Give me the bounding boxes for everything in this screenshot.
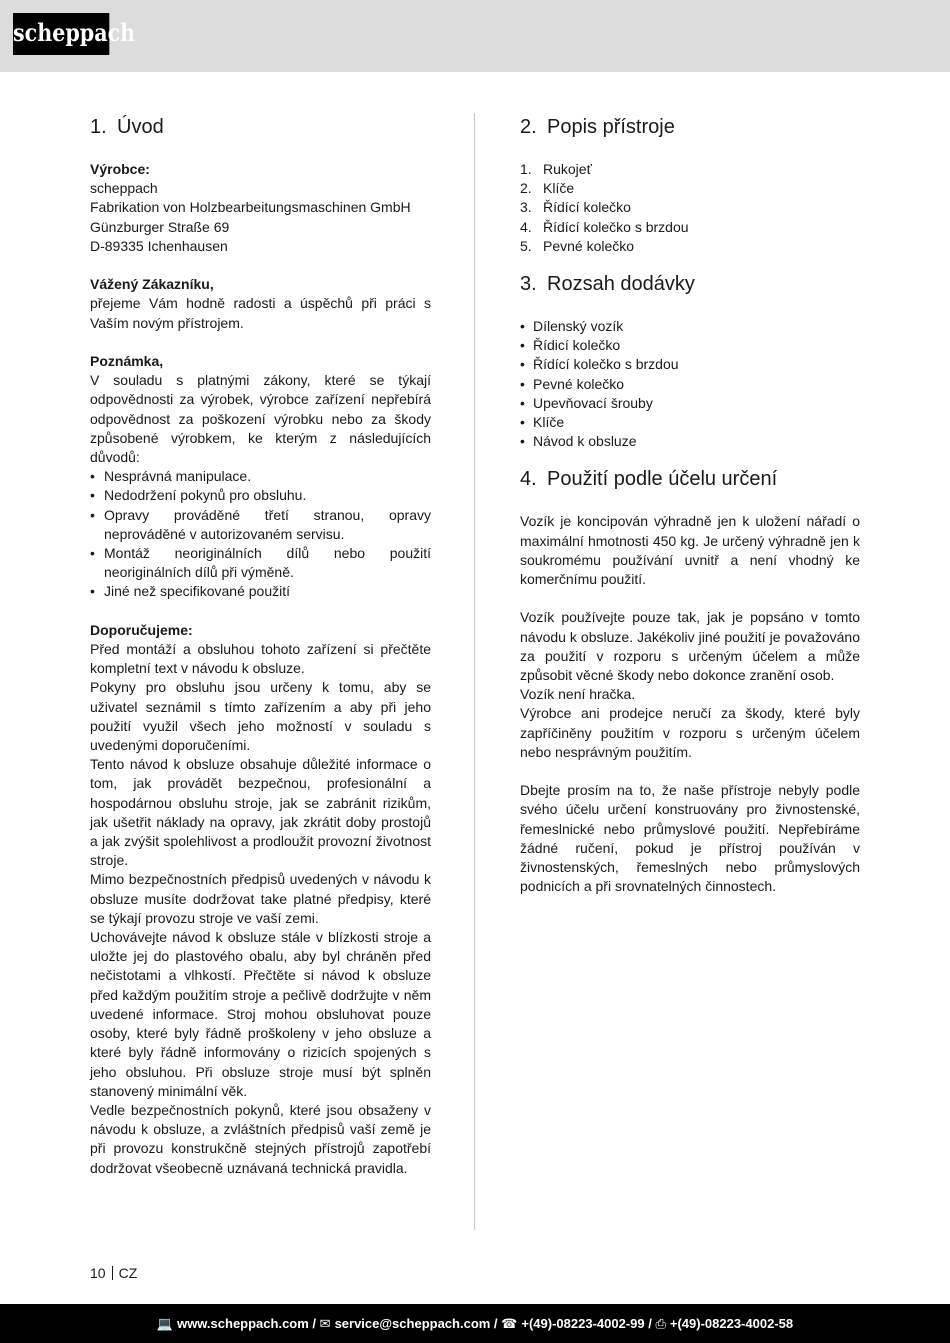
section-number: 2. [520, 116, 537, 138]
page-number-value: 10 [90, 1265, 106, 1281]
fax-icon: ⎙ [655, 1316, 666, 1331]
paragraph: Vozík je koncipován výhradně jen k uložení nářadí o maximální hmotnosti 450 kg. Je určený výhradně jen k soukromému používání uvnitř a není vhodný ke komerčnímu použití. [520, 513, 860, 588]
paragraph: Uchovávejte návod k obsluze stále v blízkosti stroje a uložte jej do plastového obalu, aby byl chráněn před nečistotami a vlhkostí. Přečtěte si návod k obsluze před každým použitím stroje a pečlivě dodržujte v něm uvedené informace. Stroj mohou obsluhovat pouze osoby, které byly řádně proškoleny v jeho obsluze a které byly řádně informovány o rizicích spojených s jeho obsluhou. Při obsluze stroje musí být splněn stanovený minimální věk. [90, 929, 431, 1099]
section-title: Použití podle účelu určení [547, 468, 778, 491]
maker-line: scheppach [90, 180, 158, 197]
phone-icon: ☎ [501, 1316, 518, 1331]
list-item: • Klíče [520, 413, 860, 432]
parts-list [520, 160, 860, 256]
dear-customer-heading: Vážený Zákazníku, [90, 276, 214, 293]
dear-customer-text: přejeme Vám hodně radosti a úspěchů při práci s Vaším novým přístrojem. [90, 295, 431, 331]
list-item: • Dílenský vozík [520, 317, 860, 336]
note-list [90, 467, 431, 601]
section-3-heading [520, 271, 860, 297]
list-item: • Upevňovací šrouby [520, 394, 860, 413]
item-label: Řídící kolečko s brzdou [543, 218, 689, 235]
section-2-heading [520, 114, 860, 140]
right-column [520, 114, 860, 896]
item-number: 3. [520, 199, 532, 216]
paragraph: Mimo bezpečnostních předpisů uvedených v návodu k obsluze musíte dodržovat take platné předpisy, které se týkají provozu stroje ve vaší zemi. [90, 871, 431, 926]
note-heading: Poznámka, [90, 353, 164, 369]
maker-line: D-89335 Ichenhausen [90, 237, 228, 254]
footer-fax: +(49)-08223-4002-58 [669, 1316, 794, 1331]
page-number [90, 1264, 137, 1282]
item-label: Klíče [543, 180, 575, 197]
footer-phone: +(49)-08223-4002-99 / [521, 1316, 652, 1331]
paragraph: Před montáží a obsluhou tohoto zařízení si přečtěte kompletní text v návodu k obsluze. [90, 641, 431, 677]
list-item: • Návod k obsluze [520, 432, 860, 451]
item-label: Rukojeť [543, 161, 592, 177]
item-number: 5. [520, 237, 532, 254]
list-item: • Nesprávná manipulace. [90, 467, 431, 486]
maker-heading: Výrobce: [90, 161, 150, 177]
recommend-heading: Doporučujeme: [90, 621, 193, 638]
section-number: 3. [520, 273, 537, 296]
list-item [520, 218, 860, 237]
list-item: • Řídící kolečko s brzdou [520, 355, 860, 374]
item-number: 1. [520, 161, 532, 177]
mail-icon: ✉ [319, 1316, 331, 1331]
section-number: 1. [90, 116, 107, 138]
footer-web[interactable]: www.scheppach.com / [177, 1316, 317, 1331]
page-number-separator [112, 1266, 113, 1280]
item-label: Řídící kolečko [543, 199, 631, 216]
item-number: 2. [520, 180, 532, 197]
paragraph: Dbejte prosím na to, že naše přístroje nebyly podle svého účelu určení konstruovány pro živnostenské, řemeslnické nebo průmyslové použití. Nepřebíráme žádné ručení, pokud je přístroj používán v živnostenských, řemeslných nebo průmyslových podnicích a při srovnatelných činnostech. [520, 782, 860, 895]
list-item: • Montáž neoriginálních dílů nebo použití neoriginálních dílů při výměně. [90, 544, 431, 582]
list-item [520, 160, 860, 179]
list-item: • Jiné než specifikované použití [90, 582, 431, 601]
section-4-heading [520, 466, 860, 492]
maker-line: Fabrikation von Holzbearbeitungsmaschinen GmbH [90, 199, 411, 216]
list-item [520, 179, 860, 198]
item-label: Pevné kolečko [543, 237, 635, 254]
laptop-icon: 💻 [156, 1316, 174, 1331]
list-item [520, 237, 860, 256]
section-title: Rozsah dodávky [547, 273, 695, 296]
column-divider [474, 113, 475, 1230]
paragraph: Vedle bezpečnostních pokynů, které jsou obsaženy v návodu k obsluze, a zvláštních předpisů vaší země je při provozu konstrukčně stejných přístrojů zapotřebí dodržovat všeobecně uznávaná technická pravidla. [90, 1101, 431, 1176]
header-band [0, 0, 950, 72]
paragraph: Výrobce ani prodejce neručí za škody, které byly zapříčiněny použitím v rozporu s určeným účelem nebo nesprávným použitím. [520, 705, 860, 760]
note-text: V souladu s platnými zákony, které se týkají odpovědnosti za výrobek, výrobce zařízení nepřebírá odpovědnost za poškození výrobku nebo za škody způsobené výrobkem, ke kterým z následujících důvodů: [90, 372, 431, 466]
list-item: • Nedodržení pokynů pro obsluhu. [90, 486, 431, 505]
paragraph: Pokyny pro obsluhu jsou určeny k tomu, aby se uživatel seznámil s tímto zařízením a aby při jeho použití využil všech jeho možností v souladu s uvedenými doporučeními. [90, 679, 431, 754]
footer-email[interactable]: service@scheppach.com / [334, 1316, 498, 1331]
list-item: • Pevné kolečko [520, 375, 860, 394]
page-language: CZ [118, 1265, 138, 1281]
left-column [90, 114, 431, 1178]
paragraph: Vozík není hračka. [520, 686, 636, 703]
footer-band [0, 1304, 950, 1343]
maker-line: Günzburger Straße 69 [90, 218, 230, 235]
list-item: • Opravy prováděné třetí stranou, opravy neprováděné v autorizovaném servisu. [90, 506, 431, 544]
list-item [520, 198, 860, 217]
delivery-list [520, 317, 860, 451]
section-title: Úvod [117, 116, 164, 138]
section-number: 4. [520, 468, 537, 491]
item-number: 4. [520, 218, 532, 235]
paragraph: Tento návod k obsluze obsahuje důležité informace o tom, jak provádět bezpečnou, profesionální a hospodárnou obsluhu stroje, jak se zabránit rizikům, jak ušetřit náklady na opravy, jak zkrátit doby prostojů a jak zvýšit spolehlivost a prodloužit provozní životnost stroje. [90, 756, 431, 869]
paragraph: Vozík používejte pouze tak, jak je popsáno v tomto návodu k obsluze. Jakékoliv jiné použití je považováno za použití v rozporu s určeným účelem a může způsobit věcné škody nebo dokonce zranění osob. [520, 609, 860, 684]
section-1-heading [90, 114, 431, 140]
section-title: Popis přístroje [547, 116, 675, 138]
scheppach-logo: scheppach [13, 13, 109, 55]
list-item: • Řídicí kolečko [520, 336, 860, 355]
